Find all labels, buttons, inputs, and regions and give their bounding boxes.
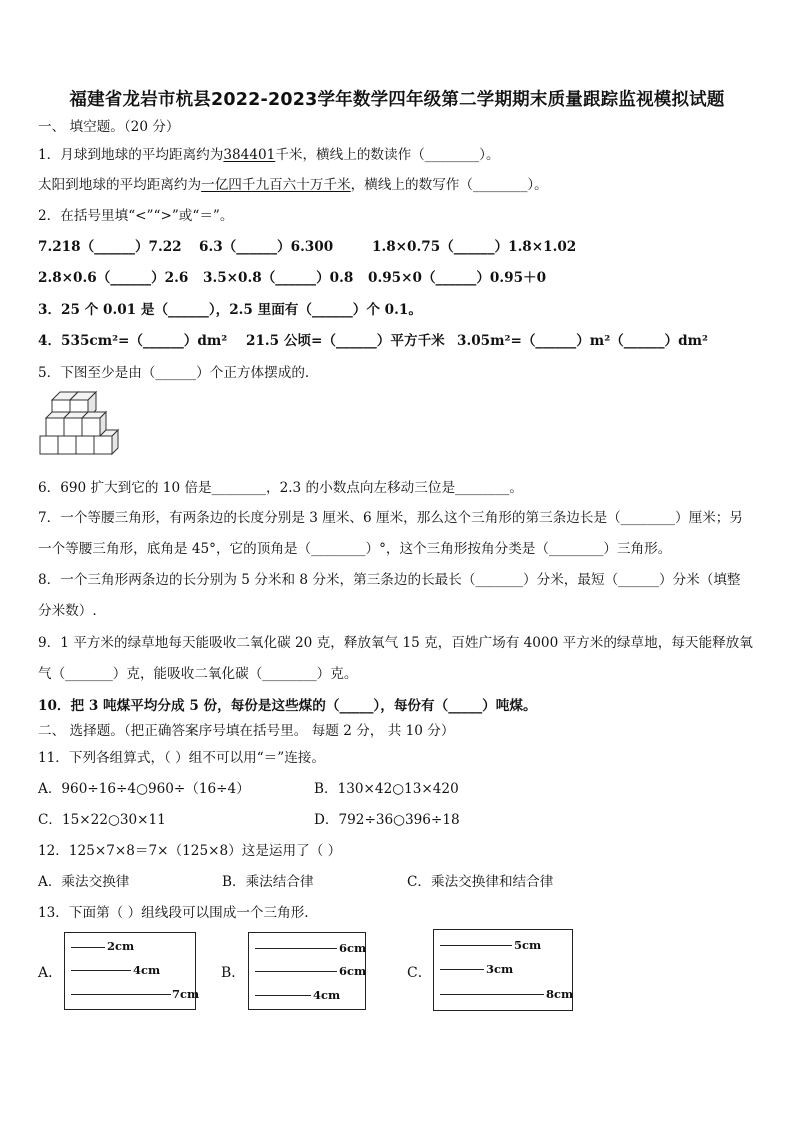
section-2-heading: 二、 选择题。（把正确答案序号填在括号里。 每题 2 分， 共 10 分） [38, 723, 455, 739]
q2-r2-c3: 0.95×0（______）0.95＋0 [368, 270, 547, 286]
segment-a-1 [71, 947, 105, 948]
question-5-text: 5．下图至少是由（______）个正方体摆成的. [38, 365, 310, 381]
q13-figure-b-label: B． [221, 965, 246, 981]
q12-option-b: B．乘法结合律 [222, 874, 314, 890]
segment-a-2 [71, 970, 131, 971]
page-title: 福建省龙岩市杭县2022-2023学年数学四年级第二学期期末质量跟踪监视模拟试题 [69, 90, 725, 110]
question-2-text: 2．在括号里填“<”“>”或“＝”。 [38, 208, 234, 224]
question-7-line-2: 一个等腰三角形，底角是 45°，它的顶角是（________）°，这个三角形按角分类是（________）三角形。 [38, 541, 672, 557]
question-8-line-2: 分米数）. [38, 603, 97, 619]
segment-b-1 [255, 948, 337, 949]
cube-mid-3 [82, 412, 106, 436]
segment-b-3-label: 4cm [313, 988, 341, 1002]
cube-stack-figure [38, 390, 130, 468]
cube-bottom-2 [58, 436, 76, 454]
q1-part2-prefix: 太阳到地球的平均距离约为 [38, 177, 202, 193]
q11-option-d: D．792÷36○396÷18 [314, 812, 460, 828]
q2-r1-c3: 1.8×0.75（______）1.8×1.02 [372, 239, 577, 255]
q13-figure-a [64, 932, 200, 1010]
q11-option-b: B．130×42○13×420 [314, 781, 459, 797]
q12-option-c: C．乘法交换律和结合律 [407, 874, 554, 890]
segment-a-3 [71, 994, 171, 995]
q12-option-a: A．乘法交换律 [38, 874, 130, 890]
segment-a-2-label: 4cm [133, 963, 161, 977]
question-9-line-1: 9．1 平方米的绿草地每天能吸收二氧化碳 20 克，释放氧气 15 克，百姓广场有 4000 平方米的绿草地，每天能释放氧 [38, 635, 753, 651]
segment-c-2-label: 3cm [486, 962, 514, 976]
q1-part2-underlined: 一亿四千九百六十万千米 [201, 177, 351, 193]
question-7-line-1: 7．一个等腰三角形，有两条边的长度分别是 3 厘米、6 厘米，那么这个三角形的第三条边长是（________）厘米；另 [38, 510, 743, 526]
q13-figure-c-label: C． [407, 965, 432, 981]
cube-bottom-1 [40, 436, 58, 454]
question-10-text: 10．把 3 吨煤平均分成 5 份，每份是这些煤的（_____），每份有（_____）吨煤。 [38, 698, 537, 714]
q1-part2-suffix: ，横线上的数写作（________）。 [350, 177, 548, 193]
q13-figure-a-label: A． [38, 965, 63, 981]
q4-item-3: 3.05m²=（______）m²（______）dm² [457, 333, 708, 349]
question-13-text: 13．下面第（ ）组线段可以围成一个三角形. [38, 905, 309, 921]
segment-c-3-label: 8cm [546, 987, 574, 1001]
question-1-line-1 [38, 146, 500, 164]
cube-bottom-3 [76, 436, 94, 454]
question-3-text: 3．25 个 0.01 是（______），2.5 里面有（______）个 0.1。 [38, 302, 422, 318]
segment-b-2 [255, 971, 337, 972]
q4-item-2: 21.5 公顷=（______）平方千米 [246, 333, 445, 349]
question-11-text: 11．下列各组算式，（ ）组不可以用“＝”连接。 [38, 750, 325, 766]
segment-a-3-label: 7cm [172, 987, 200, 1001]
segment-c-1 [440, 945, 512, 946]
segment-b-2-label: 6cm [339, 964, 367, 978]
q2-r1-c2: 6.3（______）6.300 [199, 239, 334, 255]
question-9-line-2: 气（_______）克，能吸收二氧化碳（________）克。 [38, 666, 358, 682]
q1-suffix: 千米，横线上的数读作（________）。 [275, 147, 500, 163]
question-12-text: 12．125×7×8＝7×（125×8）这是运用了（ ） [38, 843, 342, 859]
segment-c-3 [440, 994, 544, 995]
q11-option-c: C．15×22○30×11 [38, 812, 166, 828]
q2-r2-c1: 2.8×0.6（______）2.6 [38, 270, 189, 286]
q1-underlined-number: 384401 [223, 147, 276, 163]
segment-c-1-label: 5cm [514, 938, 542, 952]
question-6-text: 6．690 扩大到它的 10 倍是________，2.3 的小数点向左移动三位是________。 [38, 480, 524, 496]
q13-figure-c [433, 929, 573, 1011]
segment-c-2 [440, 969, 484, 970]
section-1-heading: 一、 填空题。（20 分） [38, 119, 180, 135]
question-1-line-2 [38, 176, 548, 194]
q4-item-1: 4．535cm²=（______）dm² [38, 333, 228, 349]
q2-r1-c1: 7.218（______）7.22 [38, 239, 182, 255]
question-8-line-1: 8．一个三角形两条边的长分别为 5 分米和 8 分米，第三条边的长最长（_______）分米，最短（______）分米（填整 [38, 572, 741, 588]
q11-option-a: A．960÷16÷4○960÷（16÷4） [38, 781, 250, 797]
q2-r2-c2: 3.5×0.8（______）0.8 [203, 270, 354, 286]
segment-b-3 [255, 995, 311, 996]
segment-b-1-label: 6cm [339, 941, 367, 955]
q13-figure-b [248, 932, 366, 1010]
q1-prefix: 1．月球到地球的平均距离约为 [38, 147, 224, 163]
segment-a-1-label: 2cm [107, 939, 135, 953]
